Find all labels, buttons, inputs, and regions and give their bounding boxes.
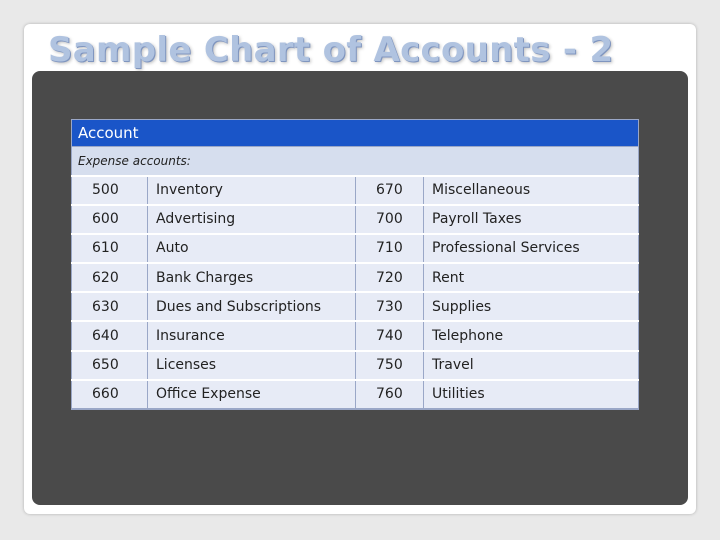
- account-name: Rent: [424, 263, 639, 292]
- account-name: Utilities: [424, 380, 639, 409]
- account-name: Insurance: [148, 321, 356, 350]
- account-code: 640: [72, 321, 148, 350]
- table-row: [72, 380, 639, 409]
- table-header-row: [72, 120, 639, 147]
- table-row: [72, 321, 639, 350]
- account-code: 670: [356, 176, 424, 205]
- group-row: [72, 147, 639, 176]
- account-code: 750: [356, 351, 424, 380]
- table-row: [72, 263, 639, 292]
- account-name: Miscellaneous: [424, 176, 639, 205]
- account-code: 500: [72, 176, 148, 205]
- account-name: Dues and Subscriptions: [148, 292, 356, 321]
- group-label: Expense accounts:: [72, 147, 639, 176]
- account-name: Telephone: [424, 321, 639, 350]
- account-code: 600: [72, 205, 148, 234]
- account-name: Licenses: [148, 351, 356, 380]
- table-row: [72, 205, 639, 234]
- account-name: Professional Services: [424, 234, 639, 263]
- account-code: 740: [356, 321, 424, 350]
- account-code: 720: [356, 263, 424, 292]
- account-code: 760: [356, 380, 424, 409]
- account-code: 660: [72, 380, 148, 409]
- account-code: 730: [356, 292, 424, 321]
- account-name: Payroll Taxes: [424, 205, 639, 234]
- chart-of-accounts-table: [71, 119, 639, 410]
- account-code: 610: [72, 234, 148, 263]
- table-row: [72, 351, 639, 380]
- account-code: 630: [72, 292, 148, 321]
- account-code: 700: [356, 205, 424, 234]
- slide-title: Sample Chart of Accounts - 2: [48, 30, 614, 70]
- account-name: Auto: [148, 234, 356, 263]
- table-row: [72, 176, 639, 205]
- table-header: Account: [72, 120, 639, 147]
- account-name: Supplies: [424, 292, 639, 321]
- account-name: Office Expense: [148, 380, 356, 409]
- account-name: Advertising: [148, 205, 356, 234]
- account-name: Travel: [424, 351, 639, 380]
- account-name: Inventory: [148, 176, 356, 205]
- account-name: Bank Charges: [148, 263, 356, 292]
- table-row: [72, 292, 639, 321]
- account-code: 650: [72, 351, 148, 380]
- account-code: 710: [356, 234, 424, 263]
- account-code: 620: [72, 263, 148, 292]
- table-row: [72, 234, 639, 263]
